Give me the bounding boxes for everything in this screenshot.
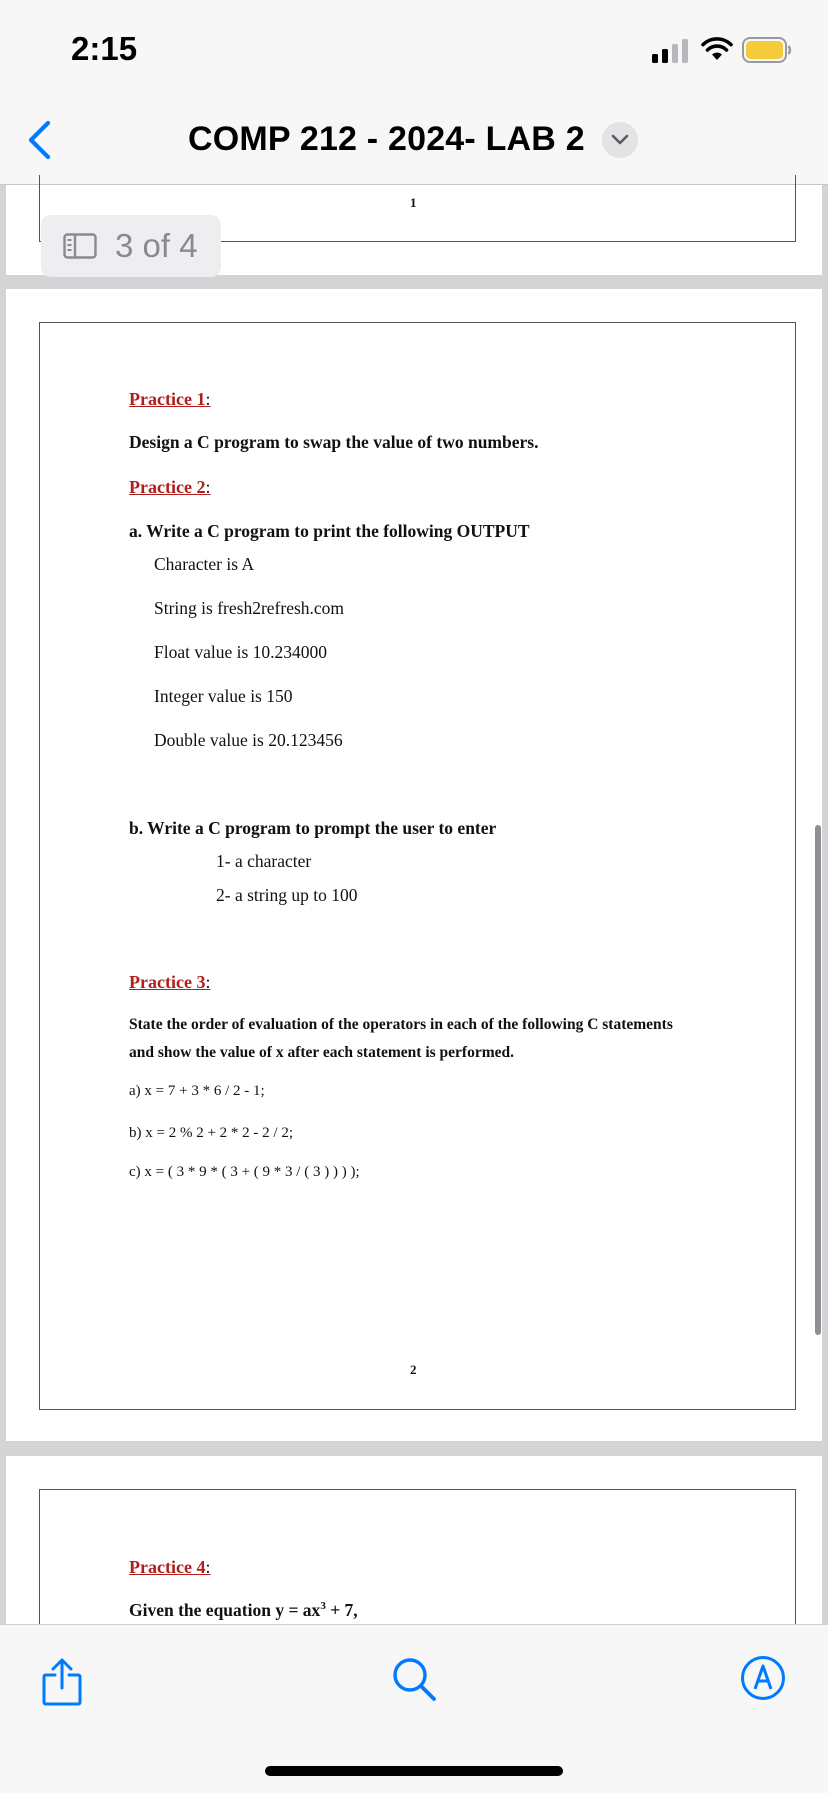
markup-button[interactable] [740,1655,786,1701]
status-bar [0,0,828,98]
pdf-page-3 [6,1456,822,1626]
output-line: Float value is 10.234000 [154,642,328,662]
practice-4-heading: Practice 4: [129,1557,211,1577]
scrollbar-thumb[interactable] [815,825,821,1335]
sidebar-icon [63,233,97,259]
home-indicator[interactable] [265,1766,563,1776]
practice-2a-text: a. Write a C program to print the following OUTPUT [129,521,530,541]
title-menu-button[interactable] [602,122,638,158]
list-item: 2- a string up to 100 [216,885,358,905]
battery-icon [742,37,792,63]
output-line: Character is A [154,554,255,574]
page-number: 2 [410,1362,417,1377]
output-line: String is fresh2refresh.com [154,598,345,618]
cellular-signal-icon [652,39,690,63]
statement-line: b) x = 2 % 2 + 2 * 2 - 2 / 2; [129,1125,293,1141]
search-button[interactable] [390,1655,438,1703]
status-time: 2:15 [71,30,138,67]
practice-4-text: Given the equation $y = ax^3 + 7$, [129,1600,358,1620]
navigation-bar [0,98,828,185]
search-icon [390,1655,438,1703]
share-icon [40,1657,84,1707]
practice-2b-text: b. Write a C program to prompt the user to enter [129,818,497,838]
page-number: 1 [410,195,417,210]
back-button[interactable] [22,118,56,162]
pdf-page-2 [6,289,822,1441]
practice-1-text: Design a C program to swap the value of two numbers. [129,432,539,452]
page-indicator[interactable] [41,215,221,277]
list-item: 1- a character [216,851,312,871]
practice-3-text: State the order of evaluation of the operators in each of the following C statements [129,1016,673,1033]
share-button[interactable] [40,1657,84,1707]
wifi-icon [700,36,734,62]
markup-icon [740,1655,786,1701]
statement-line: c) x = ( 3 * 9 * ( 3 + ( 9 * 3 / ( 3 ) ) ) ); [129,1164,360,1180]
chevron-down-icon [611,132,629,148]
practice-3-text: and show the value of x after each statement is performed. [129,1044,515,1061]
document-title[interactable]: COMP 212 - 2024- LAB 2 [188,120,585,158]
chevron-left-icon [22,118,56,162]
practice-1-heading: Practice 1: [129,389,211,409]
output-line: Double value is 20.123456 [154,730,343,750]
page-indicator-label: 3 of 4 [115,227,198,264]
output-line: Integer value is 150 [154,686,293,706]
practice-2-heading: Practice 2: [129,477,211,497]
statement-line: a) x = 7 + 3 * 6 / 2 - 1; [129,1083,265,1099]
practice-3-heading: Practice 3: [129,972,211,992]
